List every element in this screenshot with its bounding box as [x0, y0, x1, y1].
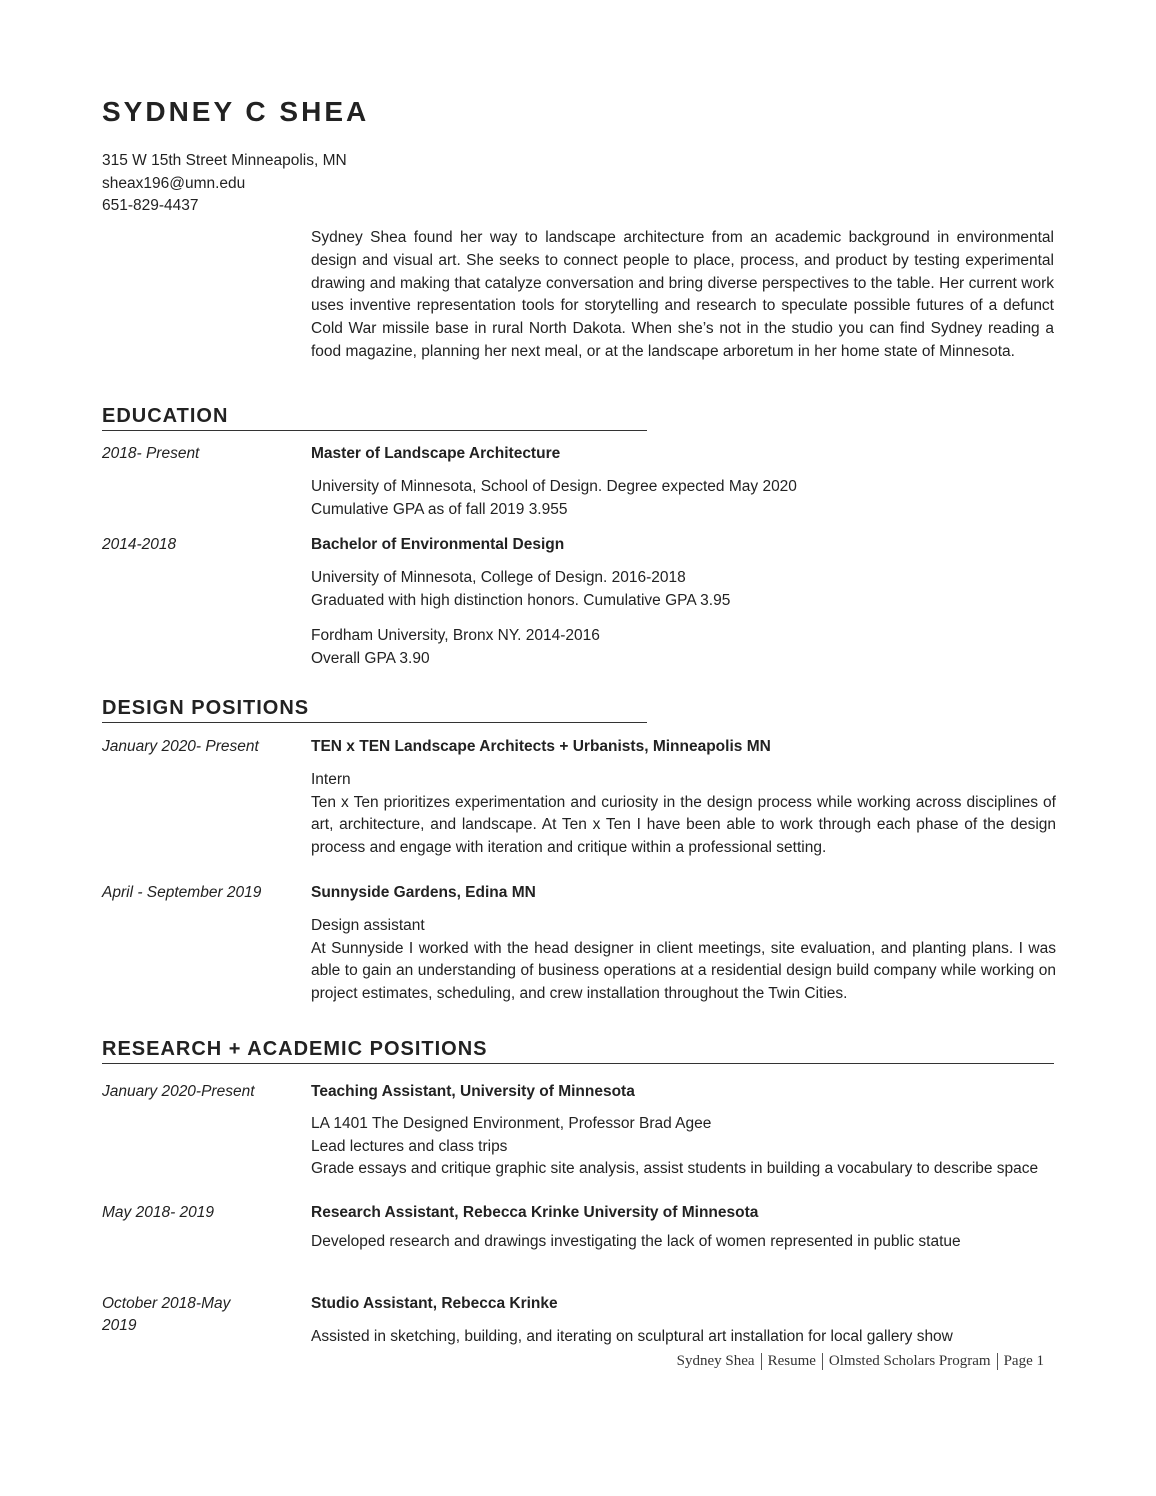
research-details-1: [311, 1113, 1101, 1181]
research-title-2: Research Assistant, Rebecca Krinke University of Minnesota: [311, 1204, 759, 1221]
research-date-3-line1: October 2018-May: [102, 1295, 231, 1312]
education-details-1: [311, 476, 1056, 521]
design-role: Design assistant: [311, 917, 425, 934]
research-detail-line: Grade essays and critique graphic site analysis, assist students in building a vocabulary to describe space: [311, 1160, 1039, 1178]
design-description: Ten x Ten prioritizes experimentation and curiosity in the design process while working across disciplines of art, architecture, and landscape. At Ten x Ten I have been able to work through each phase of the design process and engage with iteration and critique within a professional setting.: [311, 793, 1056, 856]
footer-divider: [997, 1353, 998, 1370]
education-detail-line: Cumulative GPA as of fall 2019 3.955: [311, 500, 568, 518]
education-detail-line: Fordham University, Bronx NY. 2014-2016: [311, 627, 600, 644]
research-date-2: May 2018- 2019: [102, 1204, 215, 1221]
footer-divider: [761, 1353, 762, 1370]
research-date-3-line2: 2019: [102, 1317, 137, 1334]
contact-email: sheax196@umn.edu: [102, 174, 246, 192]
design-title-2: Sunnyside Gardens, Edina MN: [311, 884, 536, 901]
education-title-2: Bachelor of Environmental Design: [311, 536, 565, 553]
design-title-1: TEN x TEN Landscape Architects + Urbanists, Minneapolis MN: [311, 738, 771, 755]
research-positions-heading: RESEARCH + ACADEMIC POSITIONS: [102, 1036, 1054, 1064]
research-date-1: January 2020-Present: [102, 1083, 255, 1100]
bio-paragraph: Sydney Shea found her way to landscape architecture from an academic background in environmental design and visual art. She seeks to connect people to place, process, and product by testing experimental drawing and making that catalyze conversation and bring diverse perspectives to the table. Her current work uses inventive representation tools for storytelling and research to speculate possible futures of a defunct Cold War missile base in rural North Dakota. When she’s not in the studio you can find Sydney reading a food magazine, planning her next meal, or at the landscape arboretum in her home state of Minnesota.: [311, 229, 1054, 360]
research-date-3: [102, 1293, 230, 1337]
footer-document: Resume: [767, 1353, 816, 1369]
education-title-1: Master of Landscape Architecture: [311, 445, 561, 462]
footer-page-number: Page 1: [1003, 1353, 1044, 1369]
education-date-1: 2018- Present: [102, 445, 200, 462]
contact-block: [102, 150, 347, 218]
design-date-1: January 2020- Present: [102, 738, 259, 755]
research-title-1: Teaching Assistant, University of Minnesota: [311, 1083, 635, 1100]
footer-divider: [822, 1353, 823, 1370]
page-footer: [677, 1353, 1044, 1370]
education-heading: EDUCATION: [102, 403, 647, 431]
education-detail-line: University of Minnesota, College of Design. 2016-2018: [311, 569, 686, 586]
candidate-name: SYDNEY C SHEA: [102, 96, 370, 127]
design-details-2: [311, 915, 1056, 1005]
education-details-2: [311, 567, 1056, 612]
education-detail-line: Graduated with high distinction honors. Cumulative GPA 3.95: [311, 591, 731, 609]
footer-program: Olmsted Scholars Program: [828, 1353, 991, 1369]
research-detail-line: Lead lectures and class trips: [311, 1137, 508, 1155]
research-details-3: [311, 1326, 1056, 1349]
design-date-2: April - September 2019: [102, 884, 262, 901]
research-title-3: Studio Assistant, Rebecca Krinke: [311, 1295, 558, 1312]
research-detail-line: Assisted in sketching, building, and iterating on sculptural art installation for local gallery show: [311, 1328, 953, 1345]
education-detail-line: University of Minnesota, School of Design. Degree expected May 2020: [311, 478, 797, 495]
research-detail-line: LA 1401 The Designed Environment, Professor Brad Agee: [311, 1115, 712, 1132]
contact-phone: 651-829-4437: [102, 197, 199, 214]
education-details-3: [311, 625, 1056, 670]
research-detail-line: Developed research and drawings investigating the lack of women represented in public statue: [311, 1233, 961, 1250]
contact-address: 315 W 15th Street Minneapolis, MN: [102, 152, 347, 169]
footer-name: Sydney Shea: [676, 1353, 755, 1369]
research-details-2: [311, 1231, 1056, 1254]
education-date-2: 2014-2018: [102, 536, 177, 553]
design-description: At Sunnyside I worked with the head designer in client meetings, site evaluation, and planting plans. I was able to gain an understanding of business operations at a residential design build company while working on project estimates, scheduling, and crew installation throughout the Twin Cities.: [311, 939, 1056, 1002]
education-detail-line: Overall GPA 3.90: [311, 649, 430, 667]
design-details-1: [311, 769, 1056, 859]
design-positions-heading: DESIGN POSITIONS: [102, 695, 647, 723]
design-role: Intern: [311, 771, 351, 788]
